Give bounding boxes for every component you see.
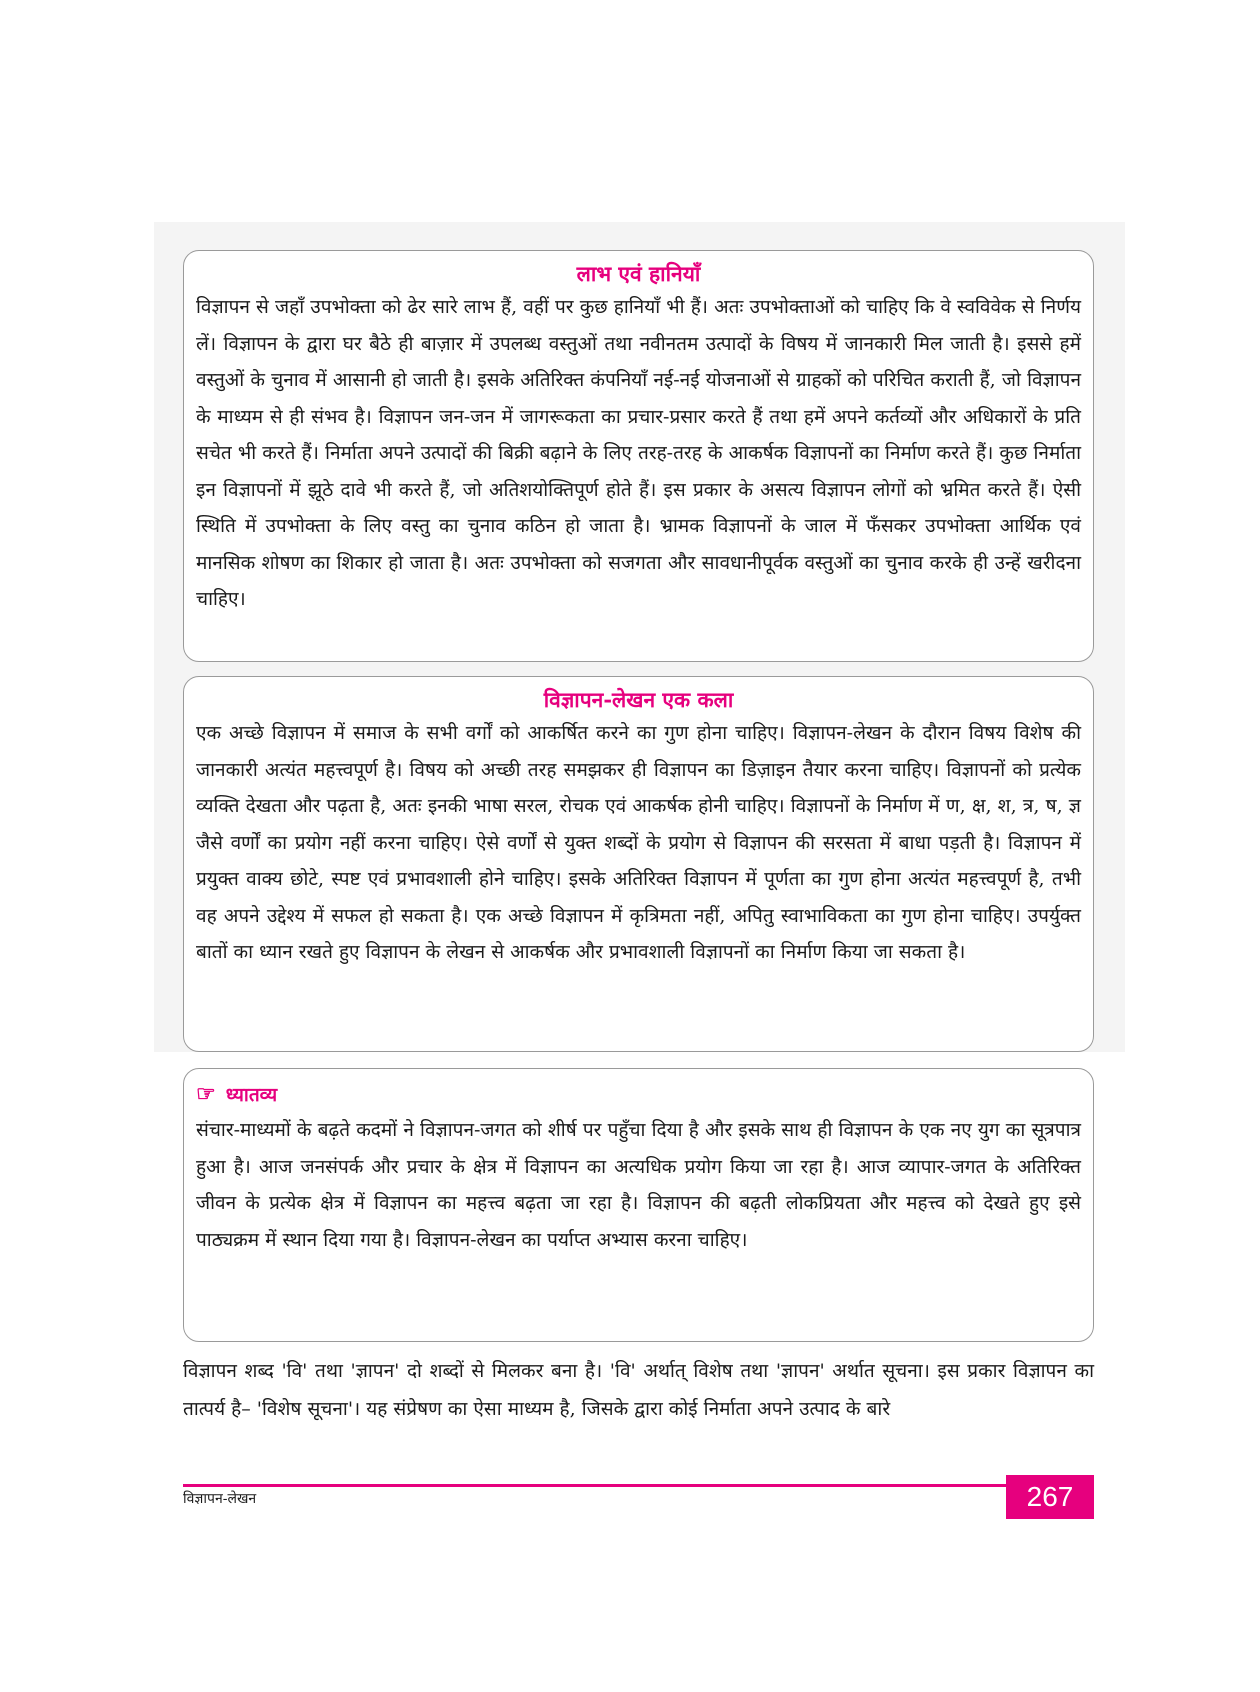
pointing-hand-icon: ☞ [196, 1081, 216, 1107]
benefits-title: लाभ एवं हानियाँ [576, 261, 701, 286]
ad-writing-art-box [183, 676, 1094, 1052]
ad-writing-art-text: एक अच्छे विज्ञापन में समाज के सभी वर्गों को आकर्षित करने का गुण होना चाहिए। विज्ञापन-लेखन के दौरान विषय विशेष की जानकारी अत्यंत महत्त्वपूर्ण है। विषय को अच्छी तरह समझकर ही विज्ञापन का डिज़ाइन तैयार करना चाहिए। विज्ञापनों को प्रत्येक व्यक्ति देखता और पढ़ता है, अतः इनकी भाषा सरल, रोचक एवं आकर्षक होनी चाहिए। विज्ञापनों के निर्माण में ण, क्ष, श, त्र, ष, ज्ञ जैसे वर्णों का प्रयोग नहीं करना चाहिए। ऐसे वर्णों से युक्त शब्दों के प्रयोग से विज्ञापन की सरसता में बाधा पड़ती है। विज्ञापन में प्रयुक्त वाक्य छोटे, स्पष्ट एवं प्रभावशाली होने चाहिए। इसके अतिरिक्त विज्ञापन में पूर्णता का गुण होना अत्यंत महत्त्वपूर्ण है, तभी वह अपने उद्देश्य में सफल हो सकता है। एक अच्छे विज्ञापन में कृत्रिमता नहीं, अपितु स्वाभाविकता का गुण होना चाहिए। उपर्युक्त बातों का ध्यान रखते हुए विज्ञापन के लेखन से आकर्षक और प्रभावशाली विज्ञापनों का निर्माण किया जा सकता है। [196, 722, 1081, 963]
note-text: संचार-माध्यमों के बढ़ते कदमों ने विज्ञापन-जगत को शीर्ष पर पहुँचा दिया है और इसके साथ ही विज्ञापन के एक नए युग का सूत्रपात्र हुआ है। आज जनसंपर्क और प्रचार के क्षेत्र में विज्ञापन का अत्यधिक प्रयोग किया जा रहा है। आज व्यापार-जगत के अतिरिक्त जीवन के प्रत्येक क्षेत्र में विज्ञापन का महत्त्व बढ़ता जा रहा है। विज्ञापन की बढ़ती लोकप्रियता और महत्त्व को देखते हुए इसे पाठ्यक्रम में स्थान दिया गया है। विज्ञापन-लेखन का पर्याप्त अभ्यास करना चाहिए। [196, 1119, 1081, 1251]
benefits-text: विज्ञापन से जहाँ उपभोक्ता को ढेर सारे लाभ हैं, वहीं पर कुछ हानियाँ भी हैं। अतः उपभोक्ताओं को चाहिए कि वे स्वविवेक से निर्णय लें। विज्ञापन के द्वारा घर बैठे ही बाज़ार में उपलब्ध वस्तुओं तथा नवीनतम उत्पादों के विषय में जानकारी मिल जाती है। इससे हमें वस्तुओं के चुनाव में आसानी हो जाती है। इसके अतिरिक्त कंपनियाँ नई-नई योजनाओं से ग्राहकों को परिचित कराती हैं, जो विज्ञापन के माध्यम से ही संभव है। विज्ञापन जन-जन में जागरूकता का प्रचार-प्रसार करते हैं तथा हमें अपने कर्तव्यों और अधिकारों के प्रति सचेत भी करते हैं। निर्माता अपने उत्पादों की बिक्री बढ़ाने के लिए तरह-तरह के आकर्षक विज्ञापनों का निर्माण करते हैं। कुछ निर्माता इन विज्ञापनों में झूठे दावे भी करते हैं, जो अतिशयोक्तिपूर्ण होते हैं। इस प्रकार के असत्य विज्ञापन लोगों को भ्रमित करते हैं। ऐसी स्थिति में उपभोक्ता के लिए वस्तु का चुनाव कठिन हो जाता है। भ्रामक विज्ञापनों के जाल में फँसकर उपभोक्ता आर्थिक एवं मानसिक शोषण का शिकार हो जाता है। अतः उपभोक्ता को सजगता और सावधानीपूर्वक वस्तुओं का चुनाव करके ही उन्हें खरीदना चाहिए। [196, 296, 1081, 610]
ad-writing-art-title: विज्ञापन-लेखन एक कला [543, 687, 734, 712]
note-heading-row [196, 1077, 1081, 1112]
footer-rule [183, 1484, 1007, 1487]
benefits-box [183, 250, 1094, 662]
note-heading: ध्यातव्य [225, 1084, 278, 1106]
intro-paragraph: विज्ञापन शब्द 'वि' तथा 'ज्ञापन' दो शब्दों से मिलकर बना है। 'वि' अर्थात् विशेष तथा 'ज्ञापन' अर्थात सूचना। इस प्रकार विज्ञापन का तात्पर्य है– 'विशेष सूचना'। यह संप्रेषण का ऐसा माध्यम है, जिसके द्वारा कोई निर्माता अपने उत्पाद के बारे [183, 1360, 1094, 1420]
footer-chapter-label: विज्ञापन-लेखन [183, 1491, 257, 1507]
page-number: 267 [1006, 1475, 1094, 1519]
note-box [183, 1068, 1094, 1342]
